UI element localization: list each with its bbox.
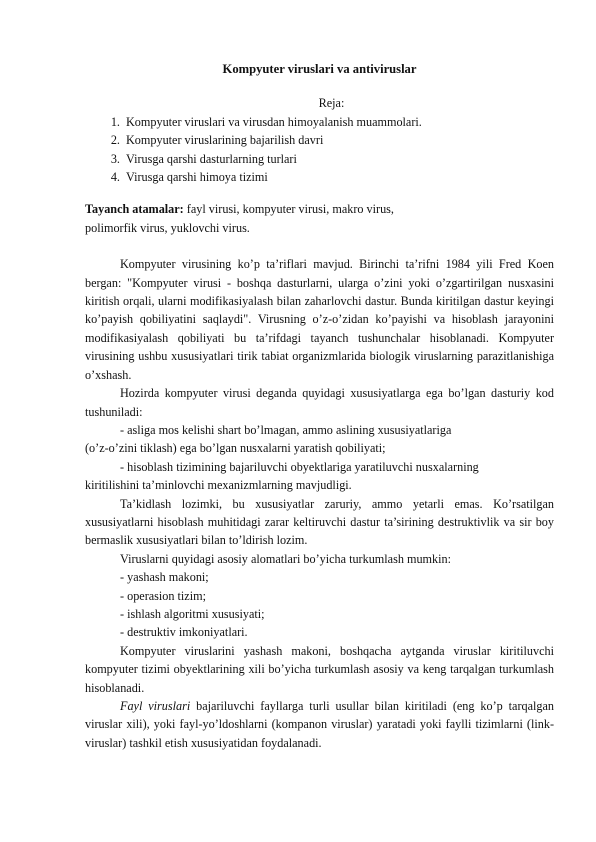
file-viruses-text: bajariluvchi fayllarga turli usullar bilan kiritiladi (eng ko’p tarqalgan viruslar xili), yoki fayl-yo’ldoshlarni (kompanon viruslar) yaratadi yoki faylli tizimlarni (link-viruslar) tashkil etish xususiyatidan foydalanadi. [85, 699, 554, 750]
reja-item: 1. Kompyuter viruslari va virusdan himoyalanish muammolari. [123, 113, 554, 131]
paragraph-habitat: Kompyuter viruslarini yashash makoni, boshqacha aytganda viruslar kiritiluvchi kompyuter tizimi obyektlarining xili bo’yicha turkumlash asosiy va keng tarqalgan turkumlash hisoblanadi. [85, 643, 554, 695]
classification-item: - ishlash algoritmi xususiyati; [120, 606, 265, 621]
reja-list [85, 113, 554, 187]
key-terms [85, 200, 554, 237]
paragraph-classification: Viruslarni quyidagi asosiy alomatlari bo’yicha turkumlash mumkin: [120, 551, 451, 566]
property-item-2a: - hisoblash tizimining bajariluvchi obyektlariga yaratiluvchi nusxalarning [120, 459, 479, 474]
key-terms-label: Tayanch atamalar: [85, 202, 184, 217]
paragraph-code-properties: Hozirda kompyuter virusi deganda quyidagi xususiyatlarga ega bo’lgan dasturiy kod tushuniladi: [85, 386, 554, 419]
key-terms-text-1: fayl virusi, kompyuter virusi, makro virus, [183, 202, 394, 217]
paragraph-definition: Kompyuter virusining ko’p ta’riflari mavjud. Birinchi ta’rifni 1984 yili Fred Koen bergan: "Kompyuter virusi - boshqa dasturlarni, ularga o’zini yoki o’zgartirilgan nusxasini kiritish orqali, ularni modifikasiyalash bilan zaharlovchi dastur. Bunda kiritilgan dastur keyingi ko’payish qobiliyatini saqlaydi". Virusning o’z-o’zidan ko’payishi va hisoblash jarayonini modifikasiyalash qobiliyati bu ta’rifdagi tayanch tushunchalar hisoblanadi. Kompyuter virusining ushbu xususiyatlari tirik tabiat organizmlarida biologik viruslarning parazitlanishiga o’xshash. [85, 257, 554, 382]
key-terms-text-2: polimorfik virus, yuklovchi virus. [85, 220, 250, 235]
reja-item: 3. Virusga qarshi dasturlarning turlari [123, 150, 554, 168]
paragraph-note: Ta’kidlash lozimki, bu xususiyatlar zaruriy, ammo yetarli emas. Ko’rsatilgan xususiyatlarni hisoblash muhitidagi zarar keltiruvchi dastur ta’sirining destruktivlik va sir boy bermaslik xususiyatlari bilan to’ldirish lozim. [85, 496, 554, 548]
property-item-1a: - asliga mos kelishi shart bo’lmagan, ammo aslining xususiyatlariga [120, 422, 452, 437]
document-title: Kompyuter viruslari va antiviruslar [222, 62, 417, 76]
reja-item: 4. Virusga qarshi himoya tizimi [123, 168, 554, 186]
classification-item: - operasion tizim; [120, 588, 206, 603]
paragraph-file-viruses [85, 697, 554, 752]
property-item-2b: kiritilishini ta’minlovchi mexanizmlarning mavjudligi. [85, 478, 352, 493]
property-item-1b: (o’z-o’zini tiklash) ega bo’lgan nusxalarni yaratish qobiliyati; [85, 441, 386, 456]
document-page [85, 60, 554, 752]
reja-item: 2. Kompyuter viruslarining bajarilish davri [123, 131, 554, 149]
reja-heading: Reja: [318, 96, 345, 111]
file-viruses-term: Fayl viruslari [120, 699, 191, 713]
classification-item: - destruktiv imkoniyatlari. [120, 625, 248, 640]
classification-item: - yashash makoni; [120, 570, 209, 585]
